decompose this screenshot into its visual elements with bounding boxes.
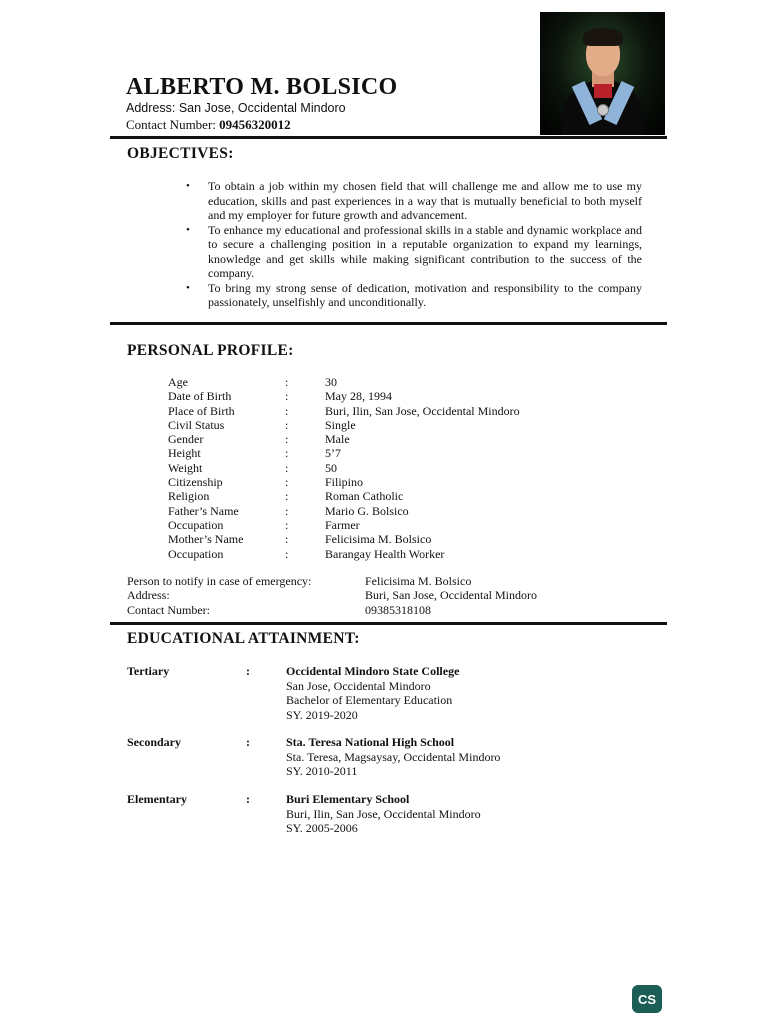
header-address (126, 101, 346, 115)
profile-value: Barangay Health Worker (325, 546, 445, 561)
profile-colon: : (285, 517, 289, 532)
objective-text: To obtain a job within my chosen field that will challenge me and allow me to use my education, skills and past experiences in a way that is mutually beneficial to both myself and my employer for future growth and advancement. (208, 179, 642, 222)
profile-colon: : (285, 489, 289, 504)
bullet-icon: • (186, 223, 190, 236)
education-details (286, 735, 500, 779)
education-line: Bachelor of Elementary Education (286, 693, 453, 707)
profile-colon: : (285, 417, 289, 432)
profile-colon: : (285, 460, 289, 475)
profile-value: 5’7 (325, 446, 341, 461)
objective-item (186, 223, 642, 281)
education-colon: : (246, 735, 250, 749)
profile-value: Roman Catholic (325, 489, 404, 504)
divider-header (110, 136, 667, 139)
school-name: Buri Elementary School (286, 792, 410, 806)
school-name: Occidental Mindoro State College (286, 664, 460, 678)
profile-colon: : (285, 546, 289, 561)
profile-photo (540, 12, 665, 135)
camscanner-logo-icon: CS (632, 985, 662, 1013)
profile-title: PERSONAL PROFILE: (127, 342, 294, 359)
profile-value: Male (325, 432, 350, 447)
profile-label: Religion (168, 489, 210, 504)
objective-text: To bring my strong sense of dedication, motivation and responsibility to the company passionately, unselfishly and unconditionally. (208, 280, 642, 309)
profile-label: Place of Birth (168, 403, 235, 418)
photo-collar (594, 84, 612, 98)
education-level: Secondary (127, 735, 181, 749)
education-colon: : (246, 664, 250, 678)
profile-value: 30 (325, 375, 337, 389)
education-details (286, 792, 481, 836)
profile-value: Felicisima M. Bolsico (325, 532, 432, 547)
bullet-icon: • (186, 281, 190, 294)
education-level: Tertiary (127, 664, 170, 678)
address-value: San Jose, Occidental Mindoro (178, 101, 346, 115)
education-title: EDUCATIONAL ATTAINMENT: (127, 630, 360, 647)
contact-value: 09456320012 (219, 117, 291, 132)
profile-colon: : (285, 475, 289, 490)
emergency-value: Buri, San Jose, Occidental Mindoro (365, 588, 537, 603)
profile-value: Filipino (325, 475, 364, 490)
profile-colon: : (285, 375, 289, 389)
emergency-value: 09385318108 (365, 602, 431, 617)
profile-label: Age (168, 375, 188, 389)
photo-hair (583, 28, 623, 46)
education-line: SY. 2005-2006 (286, 821, 358, 835)
profile-value: Farmer (325, 517, 360, 532)
profile-colon: : (285, 389, 289, 404)
school-name: Sta. Teresa National High School (286, 735, 455, 749)
emergency-value: Felicisima M. Bolsico (365, 574, 472, 588)
profile-value: May 28, 1994 (325, 389, 392, 404)
profile-label: Weight (168, 460, 203, 475)
profile-label: Date of Birth (168, 389, 232, 404)
objective-text: To enhance my educational and professional skills in a stable and dynamic workplace and to secure a challenging position in a reputable organization to expand my learnings, knowledge and get skills while making significant contribution to the success of the company. (208, 222, 642, 280)
contact-label: Contact Number: (126, 117, 216, 132)
header-contact (126, 117, 291, 133)
profile-label: Father’s Name (168, 503, 239, 518)
education-colon: : (246, 792, 250, 806)
emergency-label: Person to notify in case of emergency: (127, 574, 312, 588)
profile-colon: : (285, 432, 289, 447)
education-details (286, 664, 459, 722)
resume-name: ALBERTO M. BOLSICO (126, 74, 398, 100)
address-label: Address: (126, 101, 176, 115)
divider-objectives (110, 322, 667, 325)
education-line: SY. 2010-2011 (286, 764, 358, 778)
profile-label: Occupation (168, 517, 224, 532)
education-line: Buri, Ilin, San Jose, Occidental Mindoro (286, 806, 481, 821)
profile-colon: : (285, 503, 289, 518)
objective-item (186, 179, 642, 223)
profile-value: Mario G. Bolsico (325, 503, 409, 518)
education-level: Elementary (127, 792, 187, 806)
profile-value: 50 (325, 460, 337, 475)
photo-medal (597, 104, 609, 116)
profile-colon: : (285, 532, 289, 547)
bullet-icon: • (186, 180, 190, 192)
profile-value: Single (325, 417, 356, 432)
education-line: Sta. Teresa, Magsaysay, Occidental Mindoro (286, 749, 501, 764)
education-line: San Jose, Occidental Mindoro (286, 678, 431, 693)
objectives-list (186, 179, 642, 310)
objectives-title: OBJECTIVES: (127, 145, 234, 162)
profile-colon: : (285, 446, 289, 461)
profile-label: Occupation (168, 546, 224, 561)
profile-colon: : (285, 403, 289, 418)
education-line: SY. 2019-2020 (286, 707, 358, 722)
profile-label: Gender (168, 432, 204, 447)
profile-label: Mother’s Name (168, 532, 244, 547)
emergency-label: Contact Number: (127, 602, 210, 617)
divider-profile (110, 622, 667, 625)
objective-item (186, 281, 642, 310)
profile-value: Buri, Ilin, San Jose, Occidental Mindoro (325, 403, 520, 418)
emergency-label: Address: (127, 588, 170, 603)
profile-label: Civil Status (168, 417, 225, 432)
profile-label: Citizenship (168, 475, 223, 490)
profile-label: Height (168, 446, 201, 461)
